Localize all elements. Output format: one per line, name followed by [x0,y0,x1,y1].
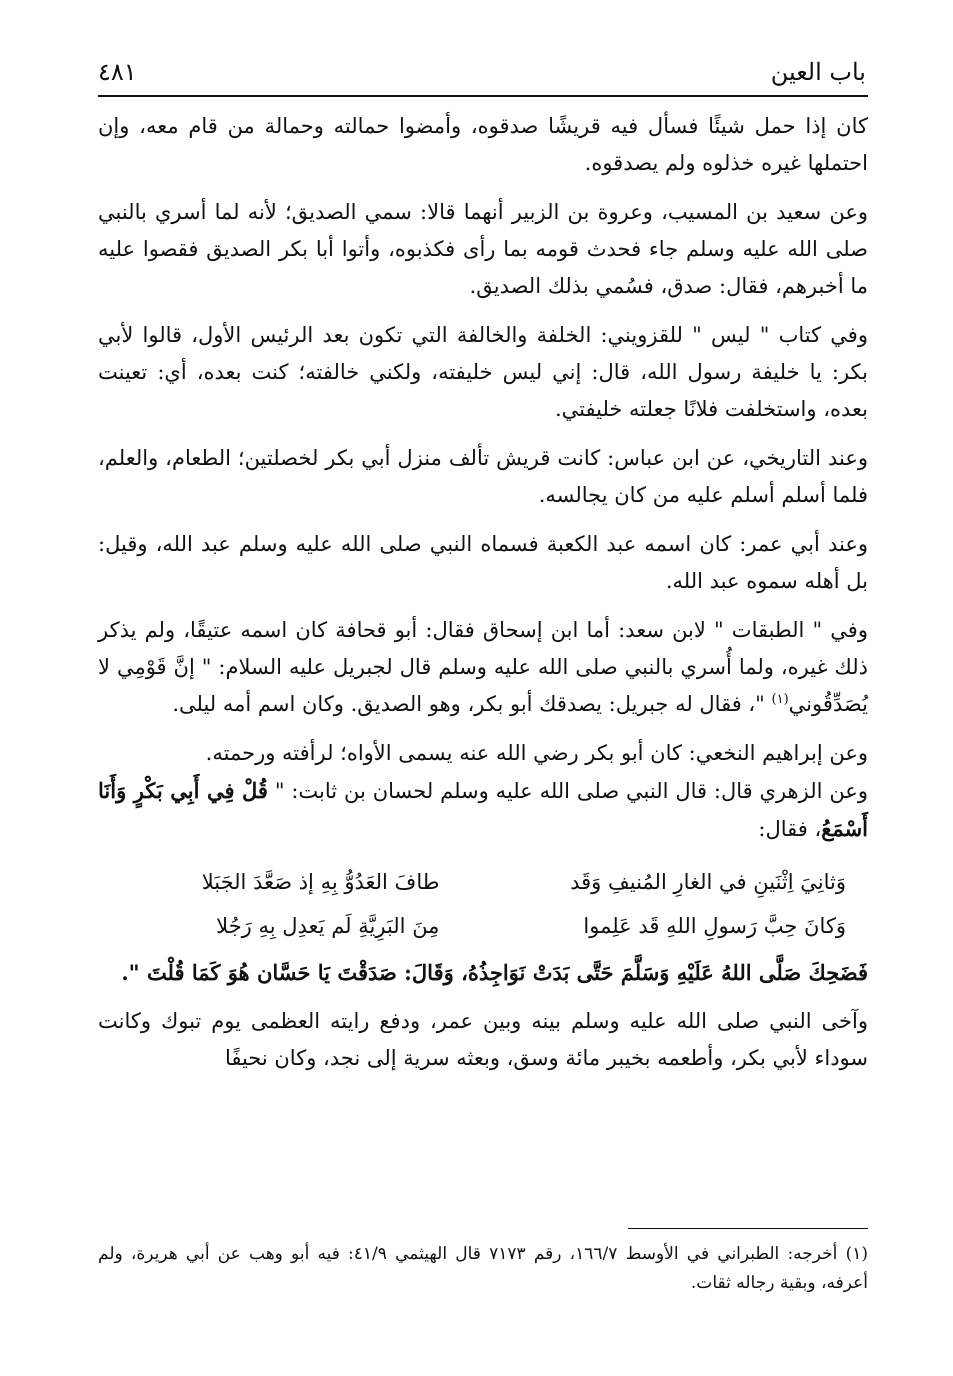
verse-first-hemistich: وَثانِيَ اِثْنَينِ في الغارِ المُنيفِ وَقَد [570,870,846,894]
poem-verse [98,904,868,948]
poem [98,860,868,948]
paragraph-brotherhood: وآخى النبي صلى الله عليه وسلم بينه وبين عمر، ودفع رايته العظمى يوم تبوك وكانت سوداء لأبي بكر، وأطعمه بخيبر مائة وسق، وبعثه سرية إلى نجد، وكان نحيفًا [98,1009,868,1070]
zuhri-quote: قُلْ فِي أَبِي بَكْرٍ وَأَنَا أَسْمَعُ [98,778,868,841]
paragraph-abu-umar: وعند أبي عمر: كان اسمه عبد الكعبة فسماه النبي صلى الله عليه وسلم عبد الله، وقيل: بل أهله سموه عبد الله. [98,532,868,593]
poem-verse [98,860,868,904]
main-text [98,108,868,1089]
zuhri-text-after: ، فقال: [758,817,822,841]
footnote-reference: (١) [771,692,789,707]
paragraph-nakhai: وعن إبراهيم النخعي: كان أبو بكر رضي الله عنه يسمى الأواه؛ لرأفته ورحمته. [205,741,868,765]
tabaqat-text-before: وفي " الطبقات " لابن سعد: أما ابن إسحاق فقال: أبو قحافة كان اسمه عتيقًا، ولم يذكر ذلك غيره، ولما أُسري بالنبي صلى الله عليه وسلم قال لجبريل عليه السلام: " إنَّ قَوْمِي لا يُصَدِّقُوني [98,618,868,716]
zuhri-text-before: وعن الزهري قال: قال النبي صلى الله عليه وسلم لحسان بن ثابت: " [267,779,868,803]
header-rule [98,95,868,97]
verse-second-hemistich: مِنَ البَرِيَّةِ لَم يَعدِل بِهِ رَجُلا [216,914,440,938]
paragraph-ibn-musayyib: وعن سعيد بن المسيب، وعروة بن الزبير أنهما قالا: سمي الصديق؛ لأنه لما أسري بالنبي صلى الله عليه وسلم جاء فحدث قومه بما رأى فكذبوه، وأتوا أبا بكر الصديق فقصوا عليه ما أخبرهم، فقال: صدق، فسُمي بذلك الصديق. [98,200,868,298]
paragraph-hamala: كان إذا حمل شيئًا فسأل فيه قريشًا صدقوه، وأمضوا حمالته وحمالة من قام معه، وإن احتملها غيره خذلوه ولم يصدقوه. [98,114,868,175]
footnote-rule [628,1228,868,1229]
paragraph-tabaqat [98,612,868,723]
page-number: ٤٨١ [98,58,137,86]
chapter-title: باب العين [770,58,866,86]
tabaqat-text-after: "، فقال له جبريل: يصدقك أبو بكر، وهو الصديق. وكان اسم أمه ليلى. [172,692,772,716]
paragraph-ibn-abbas: وعند التاريخي، عن ابن عباس: كانت قريش تألف منزل أبي بكر لخصلتين؛ الطعام، والعلم، فلما أسلم أسلم عليه من كان يجالسه. [98,446,868,507]
paragraph-qazwini: وفي كتاب " ليس " للقزويني: الخلفة والخالفة التي تكون بعد الرئيس الأول، قالوا لأبي بكر: يا خليفة رسول الله، قال: إني ليس خليفته، ولكني خالفته؛ كنت بعده، أي: تعينت بعده، واستخلفت فلانًا جعلته خليفتي. [98,323,868,421]
verse-second-hemistich: طافَ العَدُوُّ بِهِ إذ صَعَّدَ الجَبَلا [201,870,440,894]
footnote: (١) أخرجه: الطبراني في الأوسط ١٦٦/٧، رقم ٧١٧٣ قال الهيثمي ٤١/٩: فيه أبو وهب عن أبي هريرة، ولم أعرفه، وبقية رجاله ثقات. [98,1244,869,1293]
paragraph-zuhri [98,772,868,848]
paragraph-after-poem: فَضَحِكَ صَلَّى اللهُ عَلَيْهِ وَسَلَّمَ حَتَّى بَدَتْ نَوَاجِذُهُ، وَقَالَ: صَدَقْتَ يَا حَسَّان هُوَ كَمَا قُلْتَ ". [121,960,868,985]
page-header [98,50,866,94]
verse-first-hemistich: وَكانَ حِبَّ رَسولِ اللهِ قَد عَلِموا [583,914,846,938]
